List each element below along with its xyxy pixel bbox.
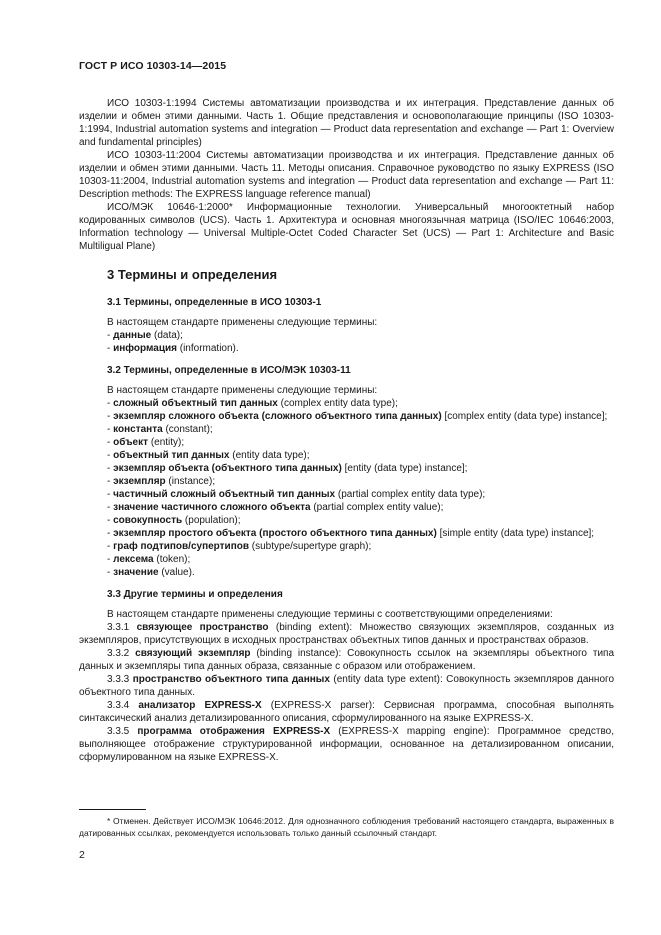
term-item: - объектный тип данных (entity data type);: [107, 450, 310, 461]
term-english: [entity (data type) instance];: [344, 463, 468, 474]
term: значение: [113, 567, 159, 578]
term-english: [complex entity (data type) instance];: [444, 411, 608, 422]
term-item: - частичный сложный объектный тип данных (partial complex entity data type);: [107, 489, 486, 500]
term-item: - информация (information).: [107, 343, 239, 354]
definition-text: (binding instance): Совокупность ссылок на экземпляры объектного типа данных и экземпляры типа данных образа, связанные с образом или отображением.: [79, 648, 615, 672]
term: лексема: [113, 554, 154, 565]
term-english: (complex entity data type);: [280, 398, 398, 409]
term: экземпляр: [113, 476, 166, 487]
term: связующий экземпляр: [135, 648, 251, 659]
page-number: 2: [79, 849, 85, 861]
definition-number: 3.3.1: [107, 622, 130, 633]
section-3-heading: 3 Термины и определения: [107, 267, 278, 282]
definition-item: [79, 647, 614, 673]
term: анализатор EXPRESS-X: [138, 700, 262, 711]
definition-text: (entity data type extent): Совокупность экземпляров данного объектного типа данных.: [79, 674, 615, 698]
term: связующее пространство: [136, 622, 269, 633]
definition-number: 3.3.3: [107, 674, 130, 685]
term-english: (instance);: [168, 476, 216, 487]
term-item: - экземпляр сложного объекта (сложного объектного типа данных) [complex entity (data type) instance];: [107, 411, 608, 422]
term-item: - граф подтипов/супертипов (subtype/supertype graph);: [107, 541, 372, 552]
term-item: - совокупность (population);: [107, 515, 241, 526]
term: информация: [113, 343, 177, 354]
definition-item: [79, 673, 614, 699]
term: объект: [113, 437, 149, 448]
term-item: - объект (entity);: [107, 437, 185, 448]
definition-item: [79, 725, 614, 764]
term: константа: [113, 424, 163, 435]
subsection-3-1-heading: 3.1 Термины, определенные в ИСО 10303-1: [107, 297, 322, 308]
page-content: [79, 97, 614, 764]
term-english: (entity data type);: [232, 450, 310, 461]
term-english: (entity);: [150, 437, 185, 448]
term: объектный тип данных: [113, 450, 230, 461]
normative-reference: ИСО 10303-11:2004 Системы автоматизации производства и их интеграция. Представление данных об изделии и обмен этими данными. Часть 11. Методы описания. Справочное руководство по языку EXPRESS (ISO 10303-11:2004, Industrial automation systems and integration — Product data representation and exchange — Part 11: Description methods: The EXPRESS language reference manual): [79, 150, 614, 200]
footnote-divider: [79, 809, 146, 810]
normative-reference: ИСО 10303-1:1994 Системы автоматизации производства и их интеграция. Представление данных об изделии и обмен этими данными. Часть 1. Общие представления и основополагающие принципы (ISO 10303-1:1994, Industrial automation systems and integration — Product data representation and exchange — Part 1: Overview and fundamental principles): [79, 98, 614, 148]
term-item: - экземпляр объекта (объектного типа данных) [entity (data type) instance];: [107, 463, 468, 474]
standard-header: ГОСТ Р ИСО 10303-14—2015: [79, 60, 227, 72]
definition-number: 3.3.5: [107, 726, 130, 737]
subsection-3-2-heading: 3.2 Термины, определенные в ИСО/МЭК 10303-11: [107, 365, 351, 376]
term-english: (subtype/supertype graph);: [251, 541, 372, 552]
term: частичный сложный объектный тип данных: [113, 489, 336, 500]
s32-intro: В настоящем стандарте применены следующие термины:: [107, 385, 378, 396]
term-item: - экземпляр (instance);: [107, 476, 216, 487]
term-english: (partial complex entity data type);: [337, 489, 486, 500]
s33-intro: В настоящем стандарте применены следующие термины с соответствующими определениями:: [107, 609, 553, 620]
s31-intro: В настоящем стандарте применены следующие термины:: [107, 317, 378, 328]
definition-item: [79, 621, 614, 647]
term-item: - значение частичного сложного объекта (partial complex entity value);: [107, 502, 444, 513]
subsection-3-3-heading: 3.3 Другие термины и определения: [107, 589, 283, 600]
definition-item: [79, 699, 614, 725]
term: пространство объектного типа данных: [132, 674, 330, 685]
term-item: - сложный объектный тип данных (complex entity data type);: [107, 398, 398, 409]
term-english: (information).: [179, 343, 239, 354]
term-item: - значение (value).: [107, 567, 195, 578]
term: граф подтипов/супертипов: [113, 541, 249, 552]
term-item: - лексема (token);: [107, 554, 191, 565]
term-item: - константа (constant);: [107, 424, 213, 435]
definition-text: (EXPRESS-X parser): Сервисная программа, способная выполнять синтаксический анализ детализированного описания, сформулированного на языке EXPRESS-X.: [79, 700, 614, 724]
term-item: - данные (data);: [107, 330, 183, 341]
term: экземпляр объекта (объектного типа данных): [113, 463, 342, 474]
definition-number: 3.3.4: [107, 700, 130, 711]
term: данные: [113, 330, 152, 341]
term-english: [simple entity (data type) instance];: [439, 528, 595, 539]
definition-number: 3.3.2: [107, 648, 130, 659]
term-english: (data);: [153, 330, 183, 341]
normative-reference: ИСО/МЭК 10646-1:2000* Информационные технологии. Универсальный многооктетный набор кодированных символов (UCS). Часть 1. Архитектура и основная многоязычная матрица (ISO/IEC 10646:2003, Information technology — Universal Multiple-Octet Coded Character Set (UCS) — Part 1: Architecture and Basic Multiligual Plane): [79, 202, 614, 252]
term-english: (value).: [161, 567, 195, 578]
term: экземпляр простого объекта (простого объектного типа данных): [113, 528, 437, 539]
term-english: (constant);: [165, 424, 213, 435]
term-english: (token);: [156, 554, 191, 565]
definition-text: (binding extent): Множество связующих экземпляров, созданных из экземпляров, присутствующих в исходных пространствах объектных типов данных и пространствах образов.: [79, 622, 615, 646]
footnote: * Отменен. Действует ИСО/МЭК 10646:2012. Для однозначного соблюдения требований настоящего стандарта, выраженных в датированных ссылках, рекомендуется использовать только данный ссылочный стандарт.: [79, 816, 614, 838]
definition-text: (EXPRESS-X mapping engine): Программное средство, выполняющее отображение структурированной информации, основанное на детализированном описании, сформулированном на языке EXPRESS-X.: [79, 726, 615, 763]
term: значение частичного сложного объекта: [113, 502, 311, 513]
term: экземпляр сложного объекта (сложного объектного типа данных): [113, 411, 442, 422]
term-english: (population);: [184, 515, 241, 526]
term-item: - экземпляр простого объекта (простого объектного типа данных) [simple entity (data type) instance];: [107, 528, 595, 539]
term: совокупность: [113, 515, 183, 526]
term: программа отображения EXPRESS-X: [137, 726, 331, 737]
term-english: (partial complex entity value);: [313, 502, 444, 513]
term: сложный объектный тип данных: [113, 398, 278, 409]
